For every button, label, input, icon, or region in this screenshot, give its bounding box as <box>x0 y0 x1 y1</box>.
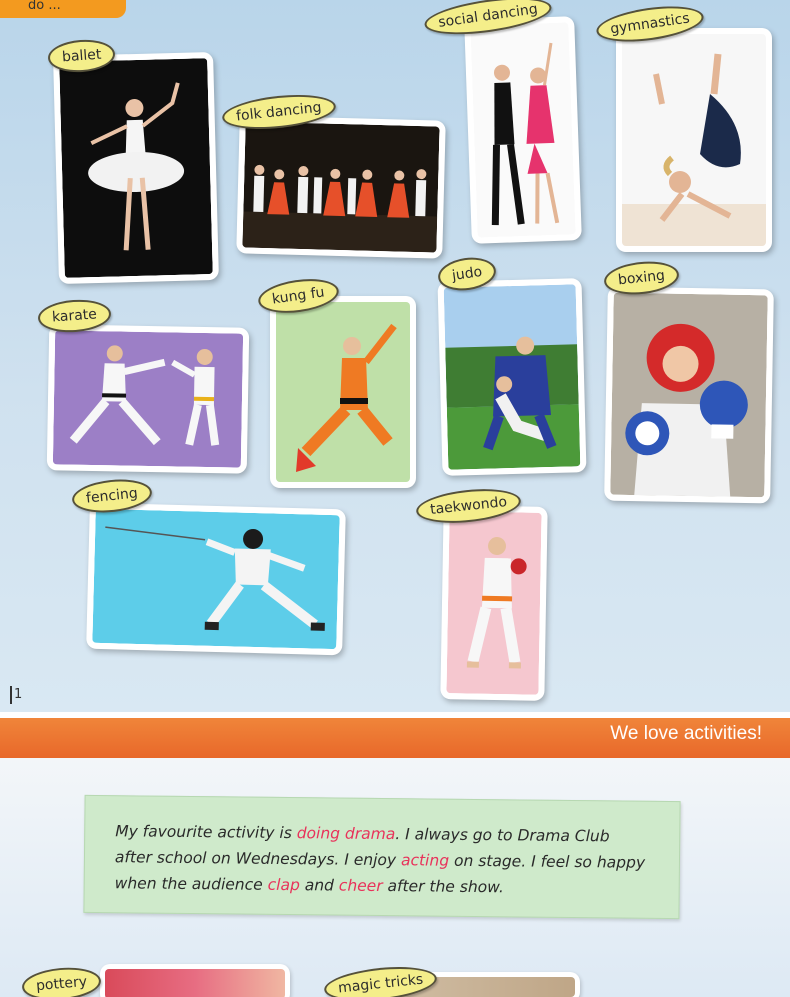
label-karate: karate <box>37 297 112 334</box>
social-dancing-image <box>470 22 575 237</box>
activity-card-kung-fu <box>270 296 416 488</box>
folk-dancing-photo <box>242 121 439 252</box>
note-keyword: acting <box>400 851 450 870</box>
label-social-dancing: social dancing <box>422 0 553 41</box>
label-boxing: boxing <box>603 258 681 298</box>
label-fencing: fencing <box>71 476 154 516</box>
banner-title: We love activities! <box>610 723 762 744</box>
gymnastics-image <box>622 34 766 246</box>
label-pottery: pottery <box>21 965 103 997</box>
note-segment: and <box>299 876 339 895</box>
fencing-photo <box>92 509 339 649</box>
note-text <box>115 818 650 902</box>
label-kung-fu: kung fu <box>256 275 340 318</box>
label-gymnastics: gymnastics <box>594 1 705 48</box>
page-number: 1 <box>10 686 22 704</box>
lesson-banner <box>0 718 790 758</box>
label-ballet: ballet <box>47 38 116 75</box>
header-tab-text: do ... <box>28 0 61 13</box>
social-dancing-photo <box>470 22 575 237</box>
note-segment: . I always go to Drama Club after school on Wednesdays. I enjoy <box>114 825 610 870</box>
ballet-image <box>59 58 213 278</box>
kung-fu-image <box>276 302 410 482</box>
activity-card-fencing <box>86 503 346 656</box>
activity-card-taekwondo <box>440 505 547 701</box>
taekwondo-image <box>446 511 541 695</box>
ballet-photo <box>59 58 213 278</box>
activity-card-boxing <box>604 287 774 504</box>
judo-photo <box>444 284 581 469</box>
fencing-image <box>92 509 339 649</box>
note-keyword: doing drama <box>296 824 396 844</box>
activity-card-ballet <box>53 52 219 284</box>
activity-card-judo <box>437 278 586 476</box>
taekwondo-photo <box>446 511 541 695</box>
activity-card-folk-dancing <box>236 115 446 258</box>
gymnastics-photo <box>622 34 766 246</box>
note-keyword: cheer <box>338 876 383 896</box>
judo-image <box>444 284 581 469</box>
note-card <box>83 795 680 919</box>
label-taekwondo: taekwondo <box>415 485 523 528</box>
folk-dancing-image <box>242 121 439 252</box>
note-segment: on stage. I feel so happy when the audience <box>114 851 646 894</box>
note-segment: My favourite activity is <box>115 822 297 843</box>
activity-card-pottery <box>100 964 290 997</box>
note-keyword: clap <box>267 875 300 895</box>
kung-fu-photo <box>276 302 410 482</box>
header-tab <box>0 0 126 18</box>
boxing-photo <box>610 293 768 498</box>
activity-card-social-dancing <box>464 16 582 244</box>
karate-image <box>53 330 243 467</box>
pottery-photo <box>105 969 285 997</box>
karate-photo <box>53 330 243 467</box>
label-folk-dancing: folk dancing <box>221 90 337 134</box>
boxing-image <box>610 293 768 498</box>
activity-card-karate <box>47 324 250 473</box>
note-segment: after the show. <box>382 877 504 897</box>
label-judo: judo <box>436 254 498 294</box>
activity-card-gymnastics <box>616 28 772 252</box>
label-magic-tricks: magic tricks <box>323 962 439 997</box>
